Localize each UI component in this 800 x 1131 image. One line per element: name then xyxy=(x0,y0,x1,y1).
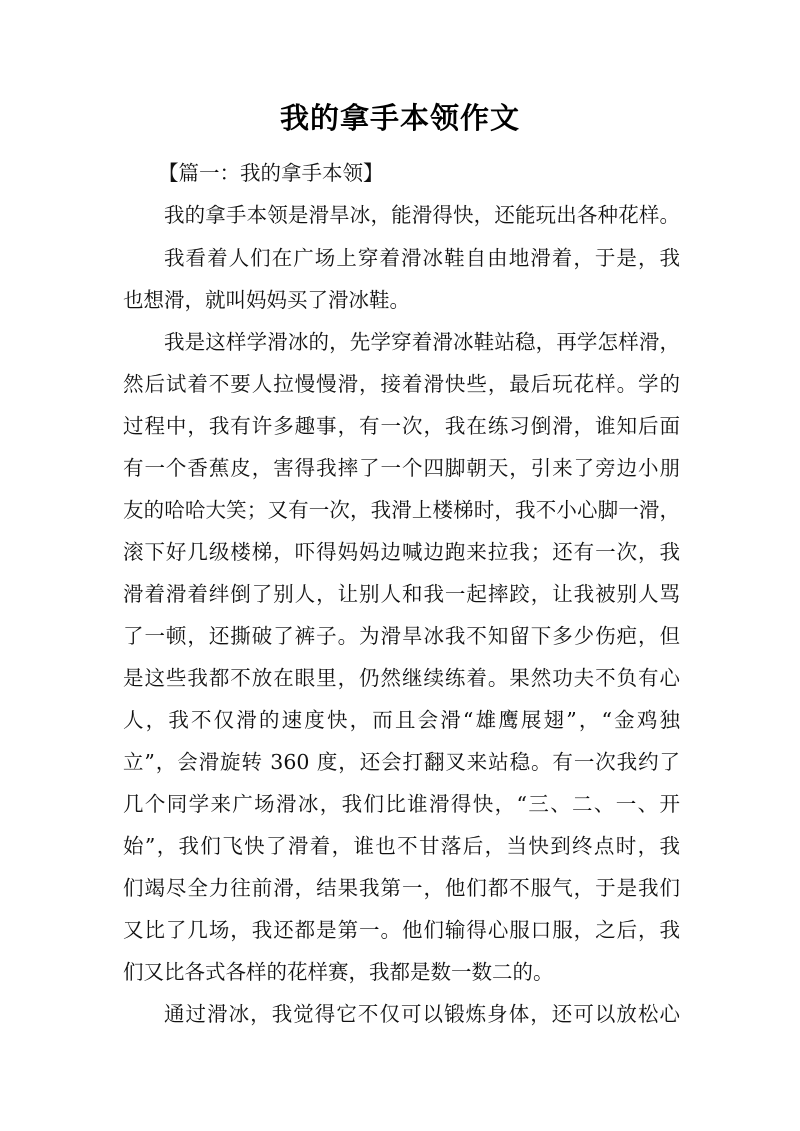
body-line: 们又比各式各样的花样赛，我都是数一数二的。 xyxy=(123,960,554,984)
body-line: 是这些我都不放在眼里，仍然继续练着。果然功夫不负有心 xyxy=(123,666,680,690)
body-line: 友的哈哈大笑；又有一次，我滑上楼梯时，我不小心脚一滑， xyxy=(123,498,680,522)
body-line: 通过滑冰，我觉得它不仅可以锻炼身体，还可以放松心 xyxy=(164,1002,680,1026)
body-line: 了一顿，还撕破了裤子。为滑旱冰我不知留下多少伤疤，但 xyxy=(123,624,680,648)
section-heading: 【篇一：我的拿手本领】 xyxy=(158,161,384,185)
body-line: 又比了几场，我还都是第一。他们输得心服口服，之后，我 xyxy=(123,918,680,942)
body-line: 然后试着不要人拉慢慢滑，接着滑快些，最后玩花样。学的 xyxy=(123,372,680,396)
body-line: 我看着人们在广场上穿着滑冰鞋自由地滑着，于是，我 xyxy=(164,246,680,270)
body-line: 立”，会滑旋转 360 度，还会打翻叉来站稳。有一次我约了 xyxy=(123,750,680,774)
body-line: 们竭尽全力往前滑，结果我第一，他们都不服气，于是我们 xyxy=(123,876,680,900)
body-line: 也想滑，就叫妈妈买了滑冰鞋。 xyxy=(123,288,410,312)
document-title: 我的拿手本领作文 xyxy=(279,101,520,135)
body-line: 过程中，我有许多趣事，有一次，我在练习倒滑，谁知后面 xyxy=(123,414,680,438)
body-line: 滑着滑着绊倒了别人，让别人和我一起摔跤，让我被别人骂 xyxy=(123,582,680,606)
body-line: 人，我不仅滑的速度快，而且会滑“雄鹰展翅”，“金鸡独 xyxy=(123,708,680,732)
body-line: 我是这样学滑冰的，先学穿着滑冰鞋站稳，再学怎样滑， xyxy=(164,330,680,354)
body-line: 几个同学来广场滑冰，我们比谁滑得快，“三、二、一、开 xyxy=(123,792,680,816)
body-line: 始”，我们飞快了滑着，谁也不甘落后，当快到终点时，我 xyxy=(123,834,680,858)
body-line: 滚下好几级楼梯，吓得妈妈边喊边跑来拉我；还有一次，我 xyxy=(123,540,680,564)
body-line: 有一个香蕉皮，害得我摔了一个四脚朝天，引来了旁边小朋 xyxy=(123,456,680,480)
body-line: 我的拿手本领是滑旱冰，能滑得快，还能玩出各种花样。 xyxy=(164,203,680,227)
